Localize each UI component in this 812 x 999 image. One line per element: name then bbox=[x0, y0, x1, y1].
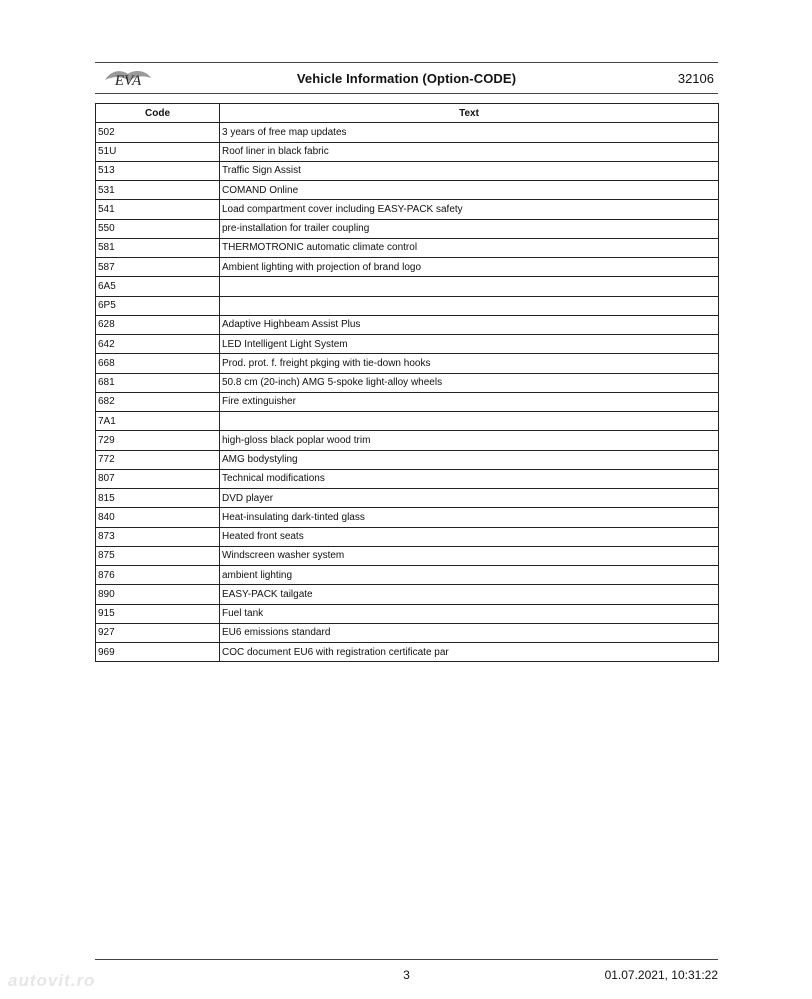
option-code-cell: 51U bbox=[96, 142, 220, 161]
option-text-cell: Technical modifications bbox=[220, 469, 719, 488]
table-header-row bbox=[96, 104, 719, 123]
table-row bbox=[96, 200, 719, 219]
option-text-cell: Ambient lighting with projection of brand logo bbox=[220, 258, 719, 277]
table-row bbox=[96, 585, 719, 604]
option-code-cell: 6P5 bbox=[96, 296, 220, 315]
table-row bbox=[96, 335, 719, 354]
table-row bbox=[96, 354, 719, 373]
option-code-table bbox=[95, 103, 719, 662]
option-text-cell: Load compartment cover including EASY-PACK safety bbox=[220, 200, 719, 219]
column-header-text: Text bbox=[220, 104, 719, 123]
table-row bbox=[96, 566, 719, 585]
option-text-cell: Adaptive Highbeam Assist Plus bbox=[220, 315, 719, 334]
option-text-cell: Prod. prot. f. freight pkging with tie-down hooks bbox=[220, 354, 719, 373]
option-text-cell bbox=[220, 296, 719, 315]
option-code-cell: 890 bbox=[96, 585, 220, 604]
svg-text:EVA: EVA bbox=[114, 73, 142, 89]
option-text-cell: EASY-PACK tailgate bbox=[220, 585, 719, 604]
option-code-cell: 969 bbox=[96, 643, 220, 662]
option-text-cell: 3 years of free map updates bbox=[220, 123, 719, 142]
option-code-cell: 642 bbox=[96, 335, 220, 354]
option-code-cell: 541 bbox=[96, 200, 220, 219]
option-code-cell: 550 bbox=[96, 219, 220, 238]
option-text-cell: Fire extinguisher bbox=[220, 392, 719, 411]
option-text-cell: Windscreen washer system bbox=[220, 546, 719, 565]
table-row bbox=[96, 469, 719, 488]
document-title: Vehicle Information (Option-CODE) bbox=[296, 71, 517, 86]
table-row bbox=[96, 527, 719, 546]
table-row bbox=[96, 181, 719, 200]
table-row bbox=[96, 277, 719, 296]
option-text-cell: pre-installation for trailer coupling bbox=[220, 219, 719, 238]
table-row bbox=[96, 258, 719, 277]
option-code-cell: 840 bbox=[96, 508, 220, 527]
option-text-cell: 50.8 cm (20-inch) AMG 5-spoke light-alloy wheels bbox=[220, 373, 719, 392]
option-code-cell: 915 bbox=[96, 604, 220, 623]
table-row bbox=[96, 489, 719, 508]
table-row bbox=[96, 643, 719, 662]
option-code-cell: 668 bbox=[96, 354, 220, 373]
option-text-cell: Traffic Sign Assist bbox=[220, 161, 719, 180]
option-text-cell: Fuel tank bbox=[220, 604, 719, 623]
page-number: 3 bbox=[403, 968, 410, 982]
table-row bbox=[96, 373, 719, 392]
table-row bbox=[96, 412, 719, 431]
option-text-cell: LED Intelligent Light System bbox=[220, 335, 719, 354]
table-row bbox=[96, 450, 719, 469]
option-code-cell: 815 bbox=[96, 489, 220, 508]
option-code-cell: 807 bbox=[96, 469, 220, 488]
document-number: 32106 bbox=[677, 71, 714, 86]
option-code-cell: 876 bbox=[96, 566, 220, 585]
table-row bbox=[96, 142, 719, 161]
option-code-cell: 681 bbox=[96, 373, 220, 392]
table-row bbox=[96, 546, 719, 565]
option-text-cell: DVD player bbox=[220, 489, 719, 508]
column-header-code: Code bbox=[96, 104, 220, 123]
table-row bbox=[96, 431, 719, 450]
option-code-cell: 513 bbox=[96, 161, 220, 180]
option-text-cell: ambient lighting bbox=[220, 566, 719, 585]
table-row bbox=[96, 123, 719, 142]
option-code-cell: 628 bbox=[96, 315, 220, 334]
table-row bbox=[96, 623, 719, 642]
option-text-cell: EU6 emissions standard bbox=[220, 623, 719, 642]
option-code-cell: 729 bbox=[96, 431, 220, 450]
option-text-cell: AMG bodystyling bbox=[220, 450, 719, 469]
option-code-cell: 6A5 bbox=[96, 277, 220, 296]
table-row bbox=[96, 161, 719, 180]
option-text-cell: Heat-insulating dark-tinted glass bbox=[220, 508, 719, 527]
option-text-cell: COC document EU6 with registration certificate par bbox=[220, 643, 719, 662]
document-footer bbox=[95, 959, 718, 992]
option-code-cell: 531 bbox=[96, 181, 220, 200]
option-code-cell: 873 bbox=[96, 527, 220, 546]
option-text-cell: Heated front seats bbox=[220, 527, 719, 546]
table-row bbox=[96, 296, 719, 315]
table-row bbox=[96, 508, 719, 527]
option-code-cell: 587 bbox=[96, 258, 220, 277]
option-code-cell: 7A1 bbox=[96, 412, 220, 431]
print-timestamp: 01.07.2021, 10:31:22 bbox=[604, 968, 718, 982]
option-text-cell: COMAND Online bbox=[220, 181, 719, 200]
document-header bbox=[95, 62, 718, 94]
option-code-cell: 682 bbox=[96, 392, 220, 411]
option-text-cell: Roof liner in black fabric bbox=[220, 142, 719, 161]
option-code-cell: 502 bbox=[96, 123, 220, 142]
option-code-cell: 581 bbox=[96, 238, 220, 257]
option-text-cell bbox=[220, 412, 719, 431]
table-row bbox=[96, 238, 719, 257]
option-text-cell bbox=[220, 277, 719, 296]
option-code-cell: 927 bbox=[96, 623, 220, 642]
option-text-cell: high-gloss black poplar wood trim bbox=[220, 431, 719, 450]
option-text-cell: THERMOTRONIC automatic climate control bbox=[220, 238, 719, 257]
table-row bbox=[96, 315, 719, 334]
table-row bbox=[96, 219, 719, 238]
option-code-cell: 875 bbox=[96, 546, 220, 565]
option-code-cell: 772 bbox=[96, 450, 220, 469]
watermark-logo: autovit.ro bbox=[8, 971, 96, 990]
table-row bbox=[96, 604, 719, 623]
table-row bbox=[96, 392, 719, 411]
